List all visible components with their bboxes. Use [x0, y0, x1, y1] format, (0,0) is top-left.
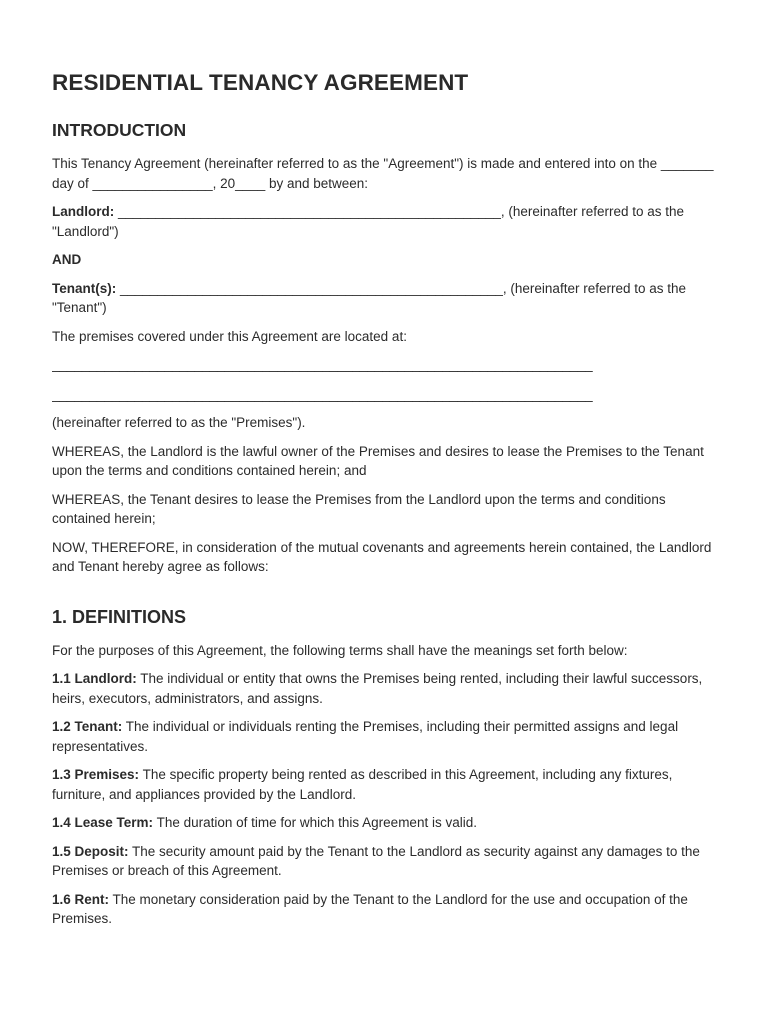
definition-item-lease-term: [52, 813, 718, 833]
definition-item-deposit: [52, 842, 718, 881]
landlord-line: [52, 202, 718, 241]
and-separator: AND: [52, 252, 82, 267]
whereas-paragraph-1: WHEREAS, the Landlord is the lawful owner of the Premises and desires to lease the Premises to the Tenant upon the terms and conditions contained herein; and: [52, 443, 704, 478]
definition-term: 1.2 Tenant:: [52, 719, 123, 734]
document-title: RESIDENTIAL TENANCY AGREEMENT: [52, 70, 469, 95]
introduction-section: [52, 120, 718, 577]
definition-text: The individual or entity that owns the Premises being rented, including their lawful successors, heirs, executors, administrators, and assigns.: [52, 671, 703, 706]
definition-text: The individual or individuals renting the Premises, including their permitted assigns and legal representatives.: [52, 719, 679, 754]
definition-item-premises: [52, 765, 718, 804]
tenant-line: [52, 279, 718, 318]
definition-term: 1.6 Rent:: [52, 891, 110, 907]
premises-address-blanks: [52, 355, 718, 404]
landlord-text: ___________________________________________________, (hereinafter referred to as the "Landlord"): [52, 204, 685, 239]
premises-intro: The premises covered under this Agreement are located at:: [52, 328, 407, 344]
address-blank-line-1: ________________________________________________________________________: [52, 357, 593, 372]
definitions-heading: 1. DEFINITIONS: [52, 606, 187, 627]
definition-text: The duration of time for which this Agreement is valid.: [153, 815, 477, 830]
whereas-paragraph-2: WHEREAS, the Tenant desires to lease the Premises from the Landlord upon the terms and conditions contained herein;: [52, 491, 666, 526]
definitions-section: [52, 607, 718, 929]
definition-term: 1.3 Premises:: [52, 767, 140, 782]
definition-item-landlord: [52, 669, 718, 708]
tenant-label: Tenant(s):: [52, 280, 117, 296]
definition-text: The security amount paid by the Tenant to the Landlord as security against any damages to the Premises or breach of this Agreement.: [52, 843, 700, 878]
now-therefore-paragraph: NOW, THEREFORE, in consideration of the mutual covenants and agreements herein contained, the Landlord and Tenant hereby agree as follows:: [52, 539, 712, 574]
definition-term: 1.5 Deposit:: [52, 843, 129, 859]
premises-note: (hereinafter referred to as the "Premises").: [52, 415, 306, 430]
address-blank-line-2: ________________________________________________________________________: [52, 386, 593, 402]
definition-text: The monetary consideration paid by the Tenant to the Landlord for the use and occupation of the Premises.: [52, 891, 688, 926]
definitions-intro: For the purposes of this Agreement, the following terms shall have the meanings set forth below:: [52, 642, 628, 658]
definition-text: The specific property being rented as described in this Agreement, including any fixtures, furniture, and appliances provided by the Landlord.: [52, 767, 673, 802]
definition-term: 1.1 Landlord:: [52, 671, 137, 686]
landlord-label: Landlord:: [52, 204, 115, 219]
definition-item-tenant: [52, 717, 718, 756]
tenant-text: ___________________________________________________, (hereinafter referred to as the "Tenant"): [52, 280, 687, 315]
definition-term: 1.4 Lease Term:: [52, 815, 154, 830]
definition-item-rent: [52, 890, 718, 929]
introduction-heading: INTRODUCTION: [52, 120, 187, 140]
opening-paragraph: This Tenancy Agreement (hereinafter referred to as the "Agreement") is made and entered into on the _______ day of ________________, 20____ by and between:: [52, 156, 714, 191]
